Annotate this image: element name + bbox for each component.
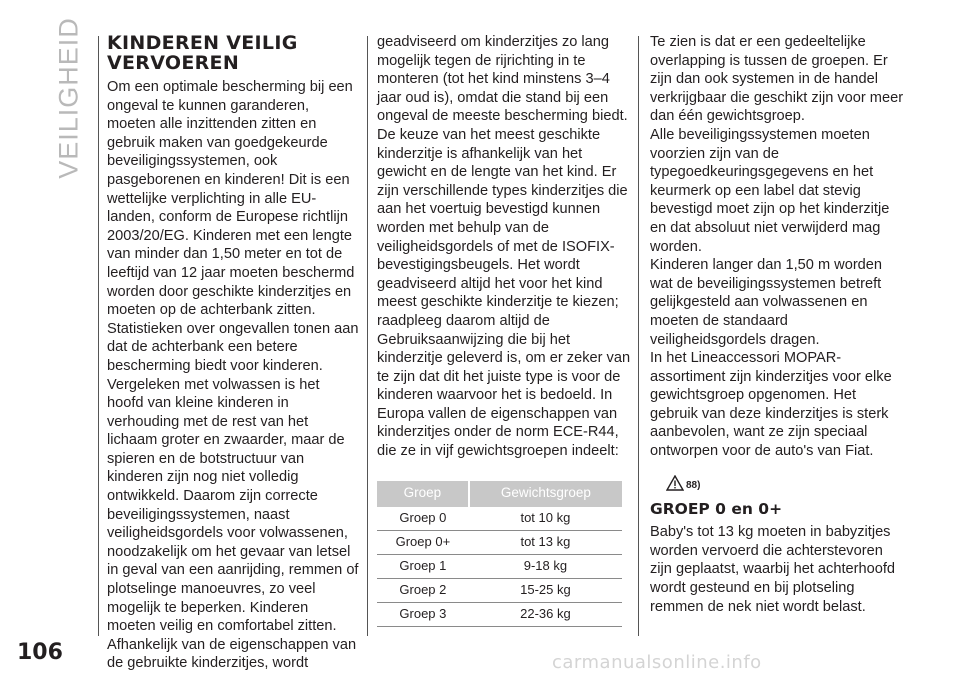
- table-row: [377, 578, 622, 602]
- column-2: [377, 33, 632, 627]
- table-cell: Groep 1: [377, 554, 469, 578]
- table-header-row: [377, 481, 622, 507]
- table-cell: 22-36 kg: [469, 602, 622, 626]
- column-divider: [638, 36, 639, 636]
- body-paragraph: Te zien is dat er een gedeeltelijke overlapping is tussen de groepen. Er zijn dan ook systemen in de handel verkrijgbaar die geschikt zijn voor meer dan één gewichtsgroep.: [650, 34, 904, 125]
- body-paragraph: Kinderen langer dan 1,50 m worden wat de beveiligingssystemen betreft gelijkgesteld aan volwassenen en moeten de standaard veiligheidsgordels dragen.: [650, 257, 883, 348]
- table-cell: 15-25 kg: [469, 578, 622, 602]
- table-cell: Groep 0: [377, 507, 469, 531]
- page-heading: KINDEREN VEILIG VERVOEREN: [107, 32, 298, 74]
- table-header: Gewichtsgroep: [469, 481, 622, 507]
- page-number: 106: [17, 640, 63, 665]
- table-row: [377, 602, 622, 626]
- body-paragraph: In het Lineaccessori MOPAR-assortiment zijn kinderzitjes voor elke gewichtsgroep opgenomen. Het gebruik van deze kinderzitjes is sterk aanbevolen, want ze zijn speciaal ontworpen voor de auto's van Fiat.: [650, 350, 892, 460]
- table-cell: tot 13 kg: [469, 530, 622, 554]
- watermark: carmanualsonline.info: [552, 652, 762, 673]
- body-paragraph: Baby's tot 13 kg moeten in babyzitjes worden vervoerd die achterstevoren zijn geplaatst, waarbij het achterhoofd wordt gesteund en bij plotseling remmen de nek niet wordt belast.: [650, 524, 896, 615]
- table-cell: Groep 3: [377, 602, 469, 626]
- column-divider: [98, 36, 99, 636]
- table-row: [377, 507, 622, 531]
- table-cell: Groep 2: [377, 578, 469, 602]
- table-cell: Groep 0+: [377, 530, 469, 554]
- column-3: [650, 33, 905, 616]
- column-divider: [367, 36, 368, 636]
- body-paragraph: Alle beveiligingssystemen moeten voorzien zijn van de typegoedkeuringsgegevens en het keurmerk op een label dat stevig bevestigd moet zijn op het kinderzitje en dat absoluut niet verwijderd mag worden.: [650, 126, 890, 255]
- table-cell: tot 10 kg: [469, 507, 622, 531]
- weight-groups-table: [377, 481, 622, 627]
- warning-reference: 88): [686, 479, 701, 491]
- warning-triangle-icon: [666, 475, 684, 491]
- table-cell: 9-18 kg: [469, 554, 622, 578]
- section-label: VEILIGHEID: [53, 17, 84, 179]
- table-row: [377, 530, 622, 554]
- body-text: Om een optimale bescherming bij een ongeval te kunnen garanderen, moeten alle inzittenden zitten en gebruik maken van goedgekeurde beveiligingssystemen, ook pasgeborenen en kinderen! Dit is een wettelijke verplichting in alle EU-landen, conform de Europese richtlijn 2003/20/EG. Kinderen met een lengte van minder dan 1,50 meter en tot de leeftijd van 12 jaar moeten beschermd worden door geschikte kinderzitjes en moeten op de achterbank zitten. Statistieken over ongevallen tonen aan dat de achterbank een betere bescherming biedt voor kinderen. Vergeleken met volwassen is het hoofd van kleine kinderen in verhouding met de rest van het lichaam groter en zwaarder, maar de spieren en de botstructuur van kinderen zijn nog niet volledig ontwikkeld. Daarom zijn correcte beveiligingssystemen, naast veiligheidsgordels voor volwassenen, noodzakelijk om het gevaar van letsel in geval van een aanrijding, remmen of plotselinge manoeuvres, zo veel mogelijk te beperken. Kinderen moeten veilig en comfortabel zitten. Afhankelijk van de eigenschappen van de gebruikte kinderzitjes, wordt: [107, 79, 359, 672]
- warning-note: [666, 471, 905, 496]
- body-text: geadviseerd om kinderzitjes zo lang mogelijk tegen de rijrichting in te monteren (tot het kind minstens 3–4 jaar oud is), omdat die stand bij een ongeval de meeste bescherming biedt. De keuze van het meest geschikte kinderzitje is afhankelijk van het gewicht en de lengte van het kind. Er zijn verschillende types kinderzitjes die aan het voertuig bevestigd kunnen worden met behulp van de veiligheidsgordels of met de ISOFIX-bevestigingsbeugels. Het wordt geadviseerd altijd het voor het kind meest geschikte kinderzitje te kiezen; raadpleeg daarom altijd de Gebruiksaanwijzing die bij het kinderzitje geleverd is, om er zeker van te zijn dat dit het juiste type is voor de kinderen waarvoor het is bedoeld. In Europa vallen de eigenschappen van kinderzitjes onder de norm ECE-R44, die ze in vijf gewichtsgroepen indeelt:: [377, 34, 631, 460]
- section-subheading: GROEP 0 en 0+: [650, 500, 783, 519]
- table-row: [377, 554, 622, 578]
- table-header: Groep: [377, 481, 469, 507]
- column-1: [107, 33, 360, 673]
